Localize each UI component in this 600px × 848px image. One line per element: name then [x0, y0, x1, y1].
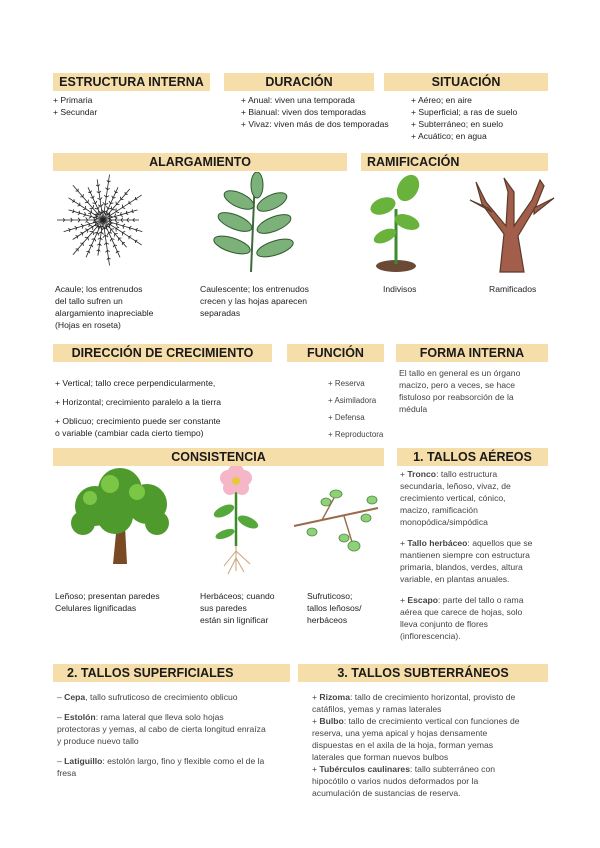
text-line: aérea que carece de hojas, solo — [400, 607, 523, 617]
text-line: : tallo subterráneo con — [410, 764, 496, 774]
header-direccion-crecimiento: DIRECCIÓN DE CRECIMIENTO — [53, 344, 272, 362]
term-escapo: Escapo — [407, 595, 438, 605]
header-duracion: DURACIÓN — [224, 73, 374, 91]
list-item: + Horizontal; crecimiento paralelo a la tierra — [55, 396, 221, 408]
list-item: + Vertical; tallo crece perpendicularmente, — [55, 377, 221, 389]
term-estolon: Estolón — [64, 712, 96, 722]
text-line: hipocótilo o varios nudos deformados por la — [312, 776, 479, 786]
term-tuberculos-caulinares: Tubérculos caulinares — [319, 764, 410, 774]
term-bulbo: Bulbo — [319, 716, 344, 726]
text-line: , tallo sufruticoso de crecimiento oblicuo — [85, 692, 238, 702]
funcion-list — [328, 375, 383, 443]
text-line: y produce nuevo tallo — [57, 736, 139, 746]
situacion-list — [411, 94, 517, 142]
tallos-superficiales-text — [57, 691, 292, 779]
list-item: + Reserva — [328, 375, 383, 392]
text-line: (inflorescencia). — [400, 631, 461, 641]
term-latiguillo: Latiguillo — [64, 756, 103, 766]
sufruticoso-branch-illustration — [292, 486, 380, 558]
header-forma-interna: FORMA INTERNA — [396, 344, 548, 362]
text-line: mantienen siempre con estructura — [400, 550, 530, 560]
list-item: + Superficial; a ras de suelo — [411, 106, 517, 118]
header-tallos-superficiales: 2. TALLOS SUPERFICIALES — [53, 664, 290, 682]
estolon-entry: – Estolón: rama lateral que lleva solo hojas — [57, 712, 224, 722]
caption-line: (Hojas en roseta) — [55, 320, 121, 330]
list-item: + Secundar — [53, 106, 97, 118]
lenoso-caption — [55, 590, 160, 614]
list-item: + Reproductora — [328, 426, 383, 443]
herbaceo-flower-illustration — [206, 466, 268, 576]
text-line: protectoras y yemas, al cabo de cierta longitud enraíza — [57, 724, 266, 734]
caption-line: están sin lignificar — [200, 615, 269, 625]
tuberculo-entry: + Tubérculos caulinares: tallo subterráneo con — [312, 764, 496, 774]
header-tallos-subterraneos: 3. TALLOS SUBTERRÁNEOS — [298, 664, 548, 682]
text-line: médula — [399, 404, 428, 414]
tronco-entry: + Tronco: tallo estructura — [400, 469, 498, 479]
list-item: + Anual: viven una temporada — [241, 94, 389, 106]
tallos-subterraneos-text — [312, 691, 548, 799]
list-item: + Defensa — [328, 409, 383, 426]
list-item: + Subterráneo; en suelo — [411, 118, 517, 130]
caulescente-stem-illustration — [205, 172, 300, 274]
text-line: catáfilos, yemas y ramas laterales — [312, 704, 442, 714]
text-line: : estolón largo, fino y flexible como el de la — [102, 756, 265, 766]
caption-line: Leñoso; presentan paredes — [55, 591, 160, 601]
direccion-list — [55, 377, 221, 439]
caption-line: crecen y las hojas aparecen — [200, 296, 308, 306]
text-line: fresa — [57, 768, 77, 778]
text-line: : tallo de crecimiento vertical con funciones de — [343, 716, 520, 726]
caulescente-caption — [200, 283, 309, 319]
text-line: : aquellos que se — [467, 538, 533, 548]
term-rizoma: Rizoma — [319, 692, 350, 702]
text-line: : rama lateral que lleva solo hojas — [95, 712, 224, 722]
text-line: : tallo de crecimiento horizontal, provisto de — [349, 692, 516, 702]
header-estructura-interna: ESTRUCTURA INTERNA — [53, 73, 210, 91]
text-line: acumulación de sustancias de reserva. — [312, 788, 461, 798]
caption-line: separadas — [200, 308, 241, 318]
text-line: monopódica/simpódica — [400, 517, 488, 527]
caption-line: del tallo sufren un — [55, 296, 123, 306]
acaule-rosette-illustration — [55, 172, 151, 268]
header-ramificacion: RAMIFICACIÓN — [361, 153, 548, 171]
cepa-entry: – Cepa, tallo sufruticoso de crecimiento oblicuo — [57, 692, 238, 702]
caption-line: alargamiento inapreciable — [55, 308, 154, 318]
indivisos-caption: Indivisos — [383, 284, 417, 294]
term-cepa: Cepa — [64, 692, 86, 702]
duracion-list — [241, 94, 389, 130]
caption-line: Herbáceos; cuando — [200, 591, 275, 601]
caption-line: tallos leñosos/ — [307, 603, 362, 613]
herbaceo-caption — [200, 590, 275, 626]
forma-interna-text — [399, 367, 520, 415]
text-line: secundaria, leñoso, vivaz, de — [400, 481, 511, 491]
list-item: + Acuático; en agua — [411, 130, 517, 142]
term-tronco: Tronco — [407, 469, 437, 479]
text-line: variable, en plantas anuales. — [400, 574, 510, 584]
sufruticoso-caption — [307, 590, 361, 626]
caption-line: herbáceos — [307, 615, 348, 625]
tallos-aereos-text — [400, 468, 548, 642]
text-line: macizo, ramificación — [400, 505, 478, 515]
header-situacion: SITUACIÓN — [384, 73, 548, 91]
text-line: reserva, una yema apical y hojas densamente — [312, 728, 488, 738]
header-consistencia: CONSISTENCIA — [53, 448, 384, 466]
text-line: dispuestas en el axila de la hoja, forman yemas — [312, 740, 494, 750]
text-line: fistuloso por reabsorción de la — [399, 392, 514, 402]
list-item: + Bianual: viven dos temporadas — [241, 106, 389, 118]
list-item: + Primaria — [53, 94, 97, 106]
latiguillo-entry: – Latiguillo: estolón largo, fino y flexible como el de la — [57, 756, 265, 766]
text-line: primaria, blandos, verdes, altura — [400, 562, 523, 572]
header-alargamiento: ALARGAMIENTO — [53, 153, 347, 171]
caption-line: Acaule; los entrenudos — [55, 284, 143, 294]
text-line: laterales que forman nuevos bulbos — [312, 752, 449, 762]
text-line: : tallo estructura — [436, 469, 498, 479]
bulbo-entry: + Bulbo: tallo de crecimiento vertical con funciones de — [312, 716, 520, 726]
caption-line: Caulescente; los entrenudos — [200, 284, 309, 294]
list-item: + Asimiladora — [328, 392, 383, 409]
text-line: lleva conjunto de flores — [400, 619, 488, 629]
estructura-list — [53, 94, 97, 118]
caption-line: Sufruticoso; — [307, 591, 353, 601]
caption-line: sus paredes — [200, 603, 247, 613]
header-tallos-aereos: 1. TALLOS AÉREOS — [397, 448, 548, 466]
indivisos-seedling-illustration — [368, 174, 424, 274]
herbaceo-entry: + Tallo herbáceo: aquellos que se — [400, 538, 533, 548]
ramificados-tree-illustration — [462, 174, 560, 274]
header-funcion: FUNCIÓN — [287, 344, 384, 362]
rizoma-entry: + Rizoma: tallo de crecimiento horizontal, provisto de — [312, 692, 516, 702]
escapo-entry: + Escapo: parte del tallo o rama — [400, 595, 524, 605]
list-item: + Vivaz: viven más de dos temporadas — [241, 118, 389, 130]
text-line: : parte del tallo o rama — [437, 595, 524, 605]
text-line: macizo, pero a veces, se hace — [399, 380, 516, 390]
list-item: + Aéreo; en aire — [411, 94, 517, 106]
term-tallo-herbaceo: Tallo herbáceo — [407, 538, 468, 548]
text-line: El tallo en general es un órgano — [399, 368, 521, 378]
list-item-continued: o variable (cambiar cada cierto tiempo) — [55, 428, 204, 438]
list-item: + Oblicuo; crecimiento puede ser constante — [55, 415, 221, 427]
acaule-caption — [55, 283, 153, 331]
lenoso-tree-illustration — [65, 468, 175, 568]
text-line: crecimiento vertical, cónico, — [400, 493, 506, 503]
caption-line: Celulares lignificadas — [55, 603, 137, 613]
ramificados-caption: Ramificados — [489, 284, 537, 294]
